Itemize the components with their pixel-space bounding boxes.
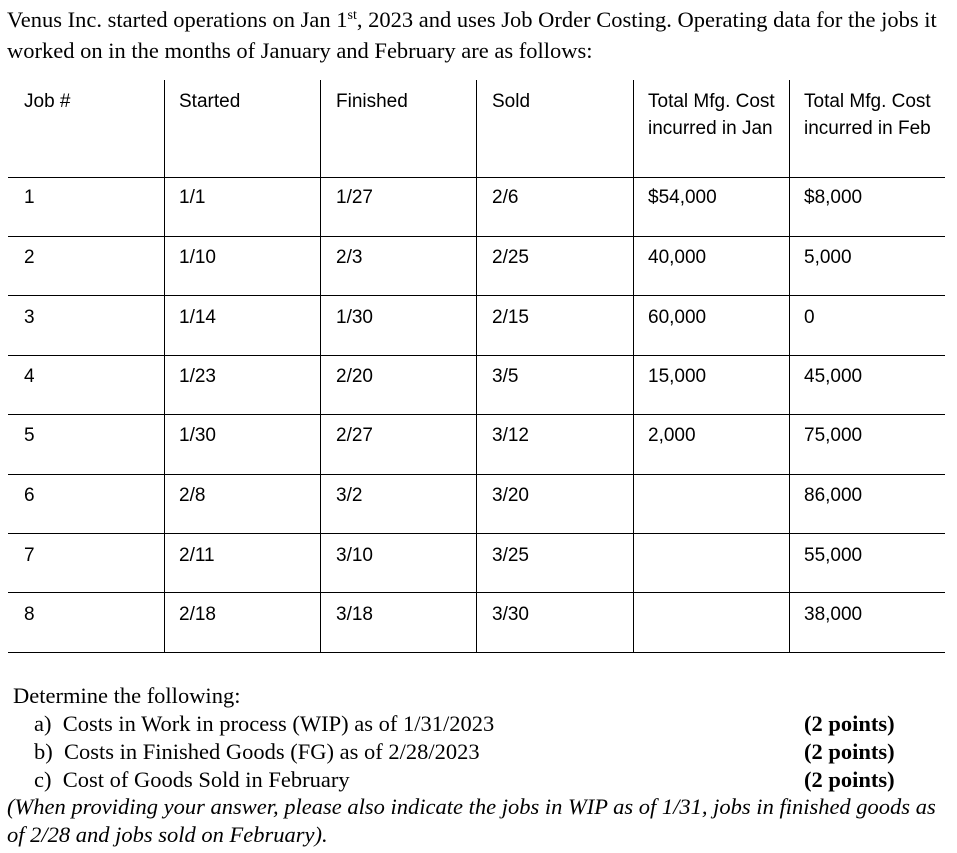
points-b: (2 points) (804, 739, 895, 764)
row-divider (8, 533, 945, 534)
intro-paragraph (7, 4, 947, 66)
header-started: Started (179, 91, 241, 112)
column-divider (164, 80, 165, 653)
cell-started: 2/18 (179, 604, 216, 625)
row-divider (8, 177, 945, 178)
points-a: (2 points) (804, 711, 895, 736)
points-c: (2 points) (804, 767, 895, 792)
cell-cost-feb: 0 (804, 307, 815, 328)
cell-finished: 1/30 (336, 307, 373, 328)
intro-text-2: , 2023 and uses Job Order Costing. Operating data for the jobs it worked on in the months of January and February are as follows: (7, 7, 937, 63)
row-divider (8, 474, 945, 475)
cell-job: 1 (24, 187, 35, 208)
cell-job: 7 (24, 545, 35, 566)
cell-sold: 3/25 (492, 545, 529, 566)
column-divider (633, 80, 634, 653)
answer-note: (When providing your answer, please also indicate the jobs in WIP as of 1/31, jobs in finished goods as of 2/28 and jobs sold on February). (7, 794, 936, 847)
row-divider (8, 355, 945, 356)
cell-job: 4 (24, 366, 35, 387)
questions-lead: Determine the following: (13, 683, 241, 708)
cell-sold: 2/15 (492, 307, 529, 328)
cell-finished: 3/18 (336, 604, 373, 625)
question-b: b) Costs in Finished Goods (FG) as of 2/28/2023 (34, 739, 480, 764)
question-a: a) Costs in Work in process (WIP) as of 1/31/2023 (34, 711, 495, 736)
cell-cost-feb: $8,000 (804, 187, 863, 208)
cell-sold: 2/6 (492, 187, 519, 208)
cell-sold: 3/20 (492, 485, 529, 506)
cell-cost-jan: 40,000 (648, 247, 707, 268)
cell-cost-feb: 75,000 (804, 425, 863, 446)
cell-cost-jan: 60,000 (648, 307, 707, 328)
cell-sold: 2/25 (492, 247, 529, 268)
intro-text-1: Venus Inc. started operations on Jan 1 (7, 7, 348, 32)
header-cost-jan: Total Mfg. Cost incurred in Jan (648, 91, 775, 139)
header-sold: Sold (492, 91, 531, 112)
cell-finished: 3/2 (336, 485, 363, 506)
row-divider (8, 592, 945, 593)
cell-finished: 1/27 (336, 187, 373, 208)
cell-cost-feb: 38,000 (804, 604, 863, 625)
intro-superscript: st (347, 8, 357, 23)
cell-job: 3 (24, 307, 35, 328)
column-divider (320, 80, 321, 653)
cell-cost-jan: 2,000 (648, 425, 696, 446)
cell-cost-feb: 5,000 (804, 247, 852, 268)
row-divider (8, 652, 945, 653)
cell-cost-feb: 55,000 (804, 545, 863, 566)
column-divider (789, 80, 790, 653)
header-finished: Finished (336, 91, 408, 112)
row-divider (8, 414, 945, 415)
row-divider (8, 295, 945, 296)
cell-started: 2/8 (179, 485, 206, 506)
header-job: Job # (24, 91, 71, 112)
cell-job: 5 (24, 425, 35, 446)
cell-cost-feb: 45,000 (804, 366, 863, 387)
cell-job: 8 (24, 604, 35, 625)
cell-cost-jan: $54,000 (648, 187, 717, 208)
cell-cost-feb: 86,000 (804, 485, 863, 506)
cell-finished: 2/20 (336, 366, 373, 387)
cell-sold: 3/5 (492, 366, 519, 387)
cell-started: 1/14 (179, 307, 216, 328)
cell-started: 1/10 (179, 247, 216, 268)
cell-started: 2/11 (179, 545, 215, 566)
cell-sold: 3/12 (492, 425, 529, 446)
cell-finished: 2/3 (336, 247, 363, 268)
cell-job: 6 (24, 485, 35, 506)
cell-finished: 3/10 (336, 545, 373, 566)
cell-sold: 3/30 (492, 604, 529, 625)
cell-started: 1/1 (179, 187, 206, 208)
cell-started: 1/23 (179, 366, 216, 387)
header-cost-feb: Total Mfg. Cost incurred in Feb (804, 91, 931, 139)
cell-cost-jan: 15,000 (648, 366, 707, 387)
cell-started: 1/30 (179, 425, 216, 446)
cell-finished: 2/27 (336, 425, 373, 446)
column-divider (476, 80, 477, 653)
row-divider (8, 236, 945, 237)
cell-job: 2 (24, 247, 35, 268)
question-c: c) Cost of Goods Sold in February (34, 767, 350, 792)
